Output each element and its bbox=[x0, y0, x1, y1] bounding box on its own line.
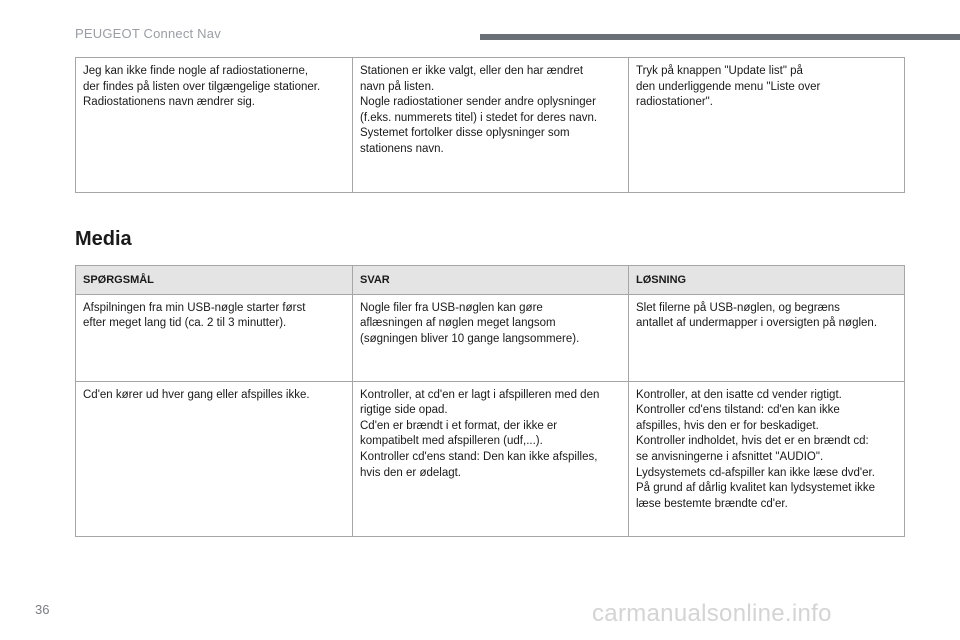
solution-text: Kontroller, at den isatte cd vender rigtigt. Kontroller cd'ens tilstand: cd'en kan ikke afspilles, hvis den er for beskadiget. Kontroller indholdet, hvis det er en brændt cd: se anvisningerne i afsnittet "AUDIO". Lydsystemets cd-afspiller kan ikke læse dvd'er. På grund af dårlig kvalitet kan lydsystemet ikke læse bestemte brændte cd'er. bbox=[636, 388, 876, 510]
question-cell bbox=[76, 294, 353, 381]
radio-troubleshooting-table bbox=[75, 57, 905, 193]
solution-cell bbox=[629, 294, 905, 381]
question-text: Cd'en kører ud hver gang eller afspilles ikke. bbox=[83, 388, 310, 401]
solution-cell bbox=[629, 58, 905, 193]
question-text: Jeg kan ikke finde nogle af radiostationerne, der findes på listen over tilgængelige stationer. Radiostationens navn ændrer sig. bbox=[83, 65, 321, 109]
answer-text: Nogle filer fra USB-nøglen kan gøre aflæsningen af nøglen meget langsom (søgningen bliver 10 gange langsommere). bbox=[360, 301, 580, 345]
document-header-title: PEUGEOT Connect Nav bbox=[75, 26, 221, 41]
answer-text: Kontroller, at cd'en er lagt i afspilleren med den rigtige side opad. Cd'en er brændt i et format, der ikke er kompatibelt med afspilleren (udf,...). Kontroller cd'ens stand: Den kan ikke afspilles, hvis den er ødelagt. bbox=[360, 388, 600, 479]
column-header-solution: LØSNING bbox=[629, 266, 905, 295]
table-row bbox=[76, 381, 905, 536]
table-row bbox=[76, 58, 905, 193]
media-troubleshooting-table bbox=[75, 265, 905, 537]
answer-text: Stationen er ikke valgt, eller den har ændret navn på listen. Nogle radiostationer sender andre oplysninger (f.eks. nummerets titel) i stedet for deres navn. Systemet fortolker disse oplysninger som stationens navn. bbox=[360, 65, 598, 155]
answer-cell bbox=[353, 381, 629, 536]
solution-text: Slet filerne på USB-nøglen, og begræns antallet af undermapper i oversigten på nøglen. bbox=[636, 301, 878, 330]
table-row bbox=[76, 294, 905, 381]
section-title: Media bbox=[75, 228, 132, 250]
question-text: Afspilningen fra min USB-nøgle starter først efter meget lang tid (ca. 2 til 3 minutter). bbox=[83, 301, 306, 330]
header-bar bbox=[480, 34, 960, 40]
question-cell bbox=[76, 381, 353, 536]
column-header-answer: SVAR bbox=[353, 266, 629, 295]
page-number: 36 bbox=[35, 602, 50, 617]
question-cell bbox=[76, 58, 353, 193]
solution-text: Tryk på knappen "Update list" på den underliggende menu "Liste over radiostationer". bbox=[636, 65, 821, 109]
watermark: carmanualsonline.info bbox=[592, 600, 832, 627]
table-header-row bbox=[76, 266, 905, 295]
answer-cell bbox=[353, 58, 629, 193]
solution-cell bbox=[629, 381, 905, 536]
column-header-question: SPØRGSMÅL bbox=[76, 266, 353, 295]
answer-cell bbox=[353, 294, 629, 381]
